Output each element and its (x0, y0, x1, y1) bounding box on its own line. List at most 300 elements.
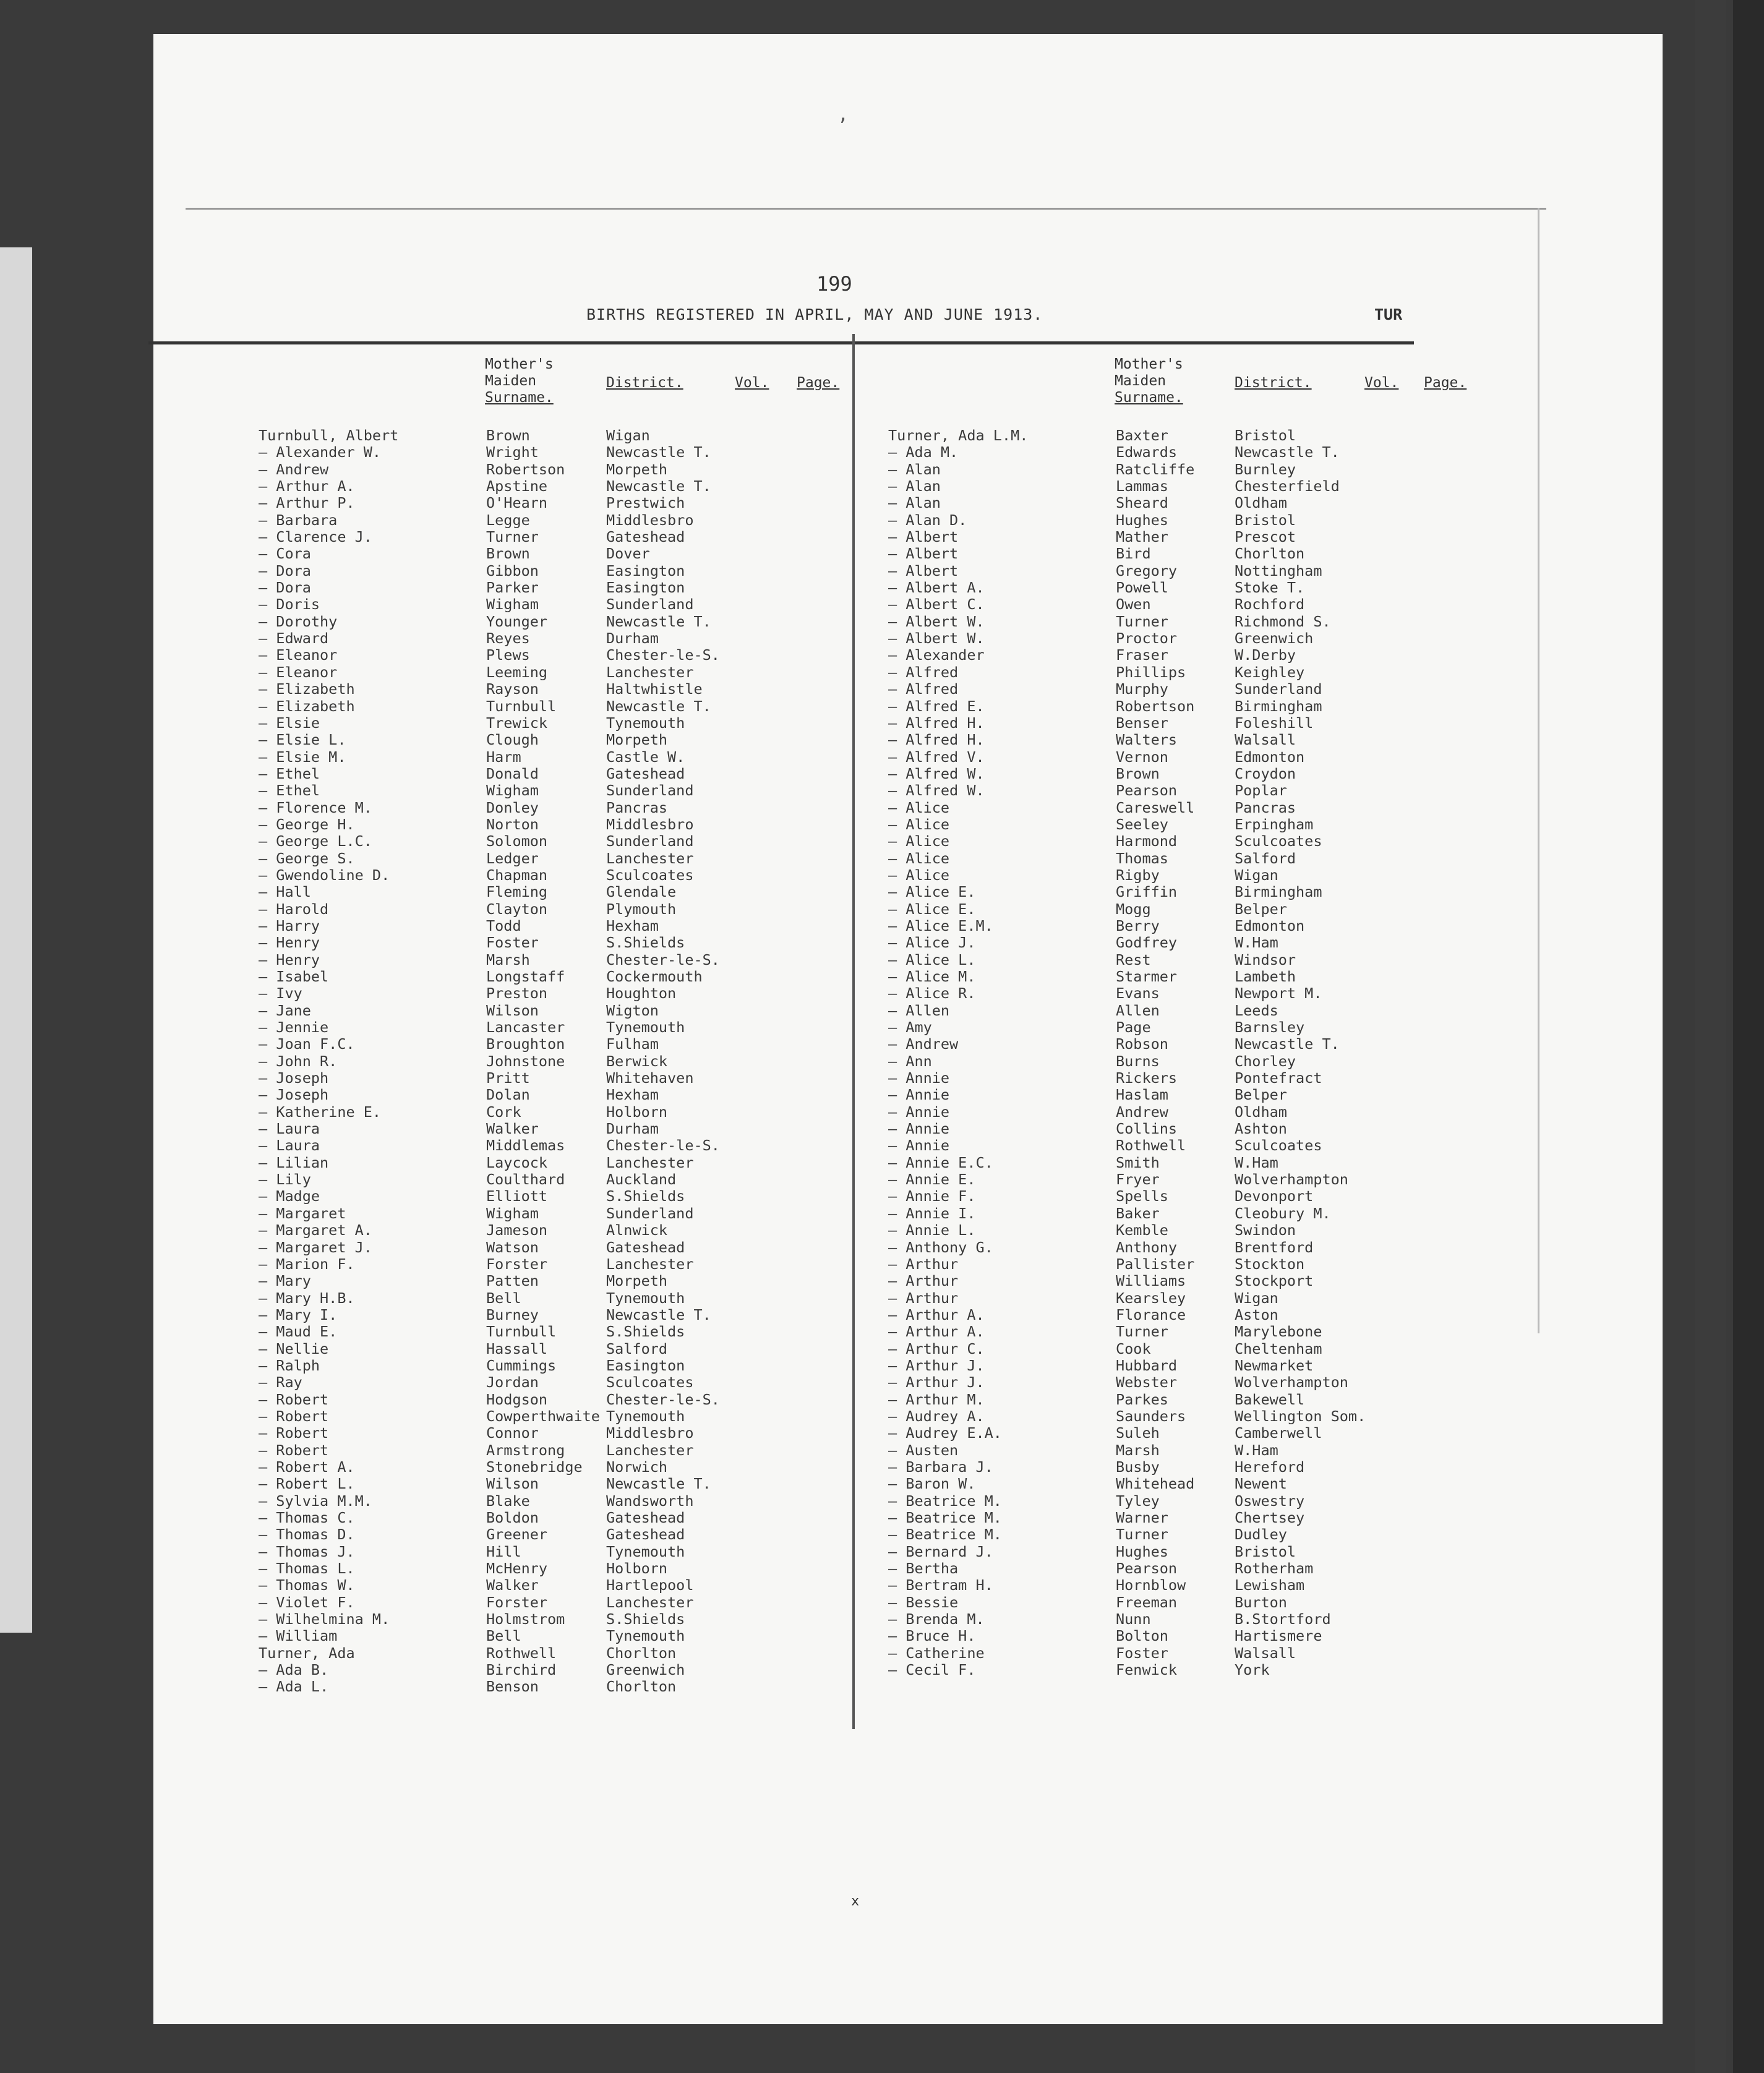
entry-maiden-surname: Berry (1116, 917, 1160, 934)
entry-name: — Mary (259, 1272, 311, 1290)
entry-name: — Jennie (259, 1019, 329, 1036)
entry-district: Sunderland (606, 1204, 694, 1222)
entry-name: — Alice (888, 832, 950, 850)
entry-name: — Austen (888, 1441, 959, 1459)
entry-name: — Ada M. (888, 443, 959, 461)
entry-maiden-surname: Foster (1116, 1644, 1168, 1662)
entry-maiden-surname: Stonebridge (486, 1458, 583, 1476)
entry-name: — John R. (259, 1052, 338, 1070)
entry-maiden-surname: Fryer (1116, 1171, 1160, 1189)
entry-name: — Madge (259, 1187, 320, 1205)
entry-district: Berwick (606, 1052, 668, 1070)
entry-district: Chorlton (606, 1678, 677, 1696)
entry-district: Rotherham (1235, 1560, 1314, 1578)
entry-district: Pancras (606, 798, 668, 816)
entry-name: — Henry (259, 951, 320, 968)
entry-name: — Arthur J. (888, 1374, 985, 1391)
entry-maiden-surname: Laycock (486, 1153, 548, 1171)
entry-maiden-surname: Plews (486, 646, 530, 664)
entry-name: — Alice (888, 866, 950, 884)
scan-left-edge (0, 247, 32, 1633)
entry-maiden-surname: Hubbard (1116, 1356, 1178, 1374)
entry-maiden-surname: Harmond (1116, 832, 1178, 850)
entry-maiden-surname: Turner (1116, 1526, 1168, 1544)
entry-name: — Alfred (888, 663, 959, 681)
entry-name: — Albert W. (888, 630, 985, 648)
entry-maiden-surname: Burney (486, 1306, 539, 1323)
entry-name: — Wilhelmina M. (259, 1610, 390, 1628)
entry-name: — Beatrice M. (888, 1492, 1002, 1510)
entry-district: Norwich (606, 1458, 668, 1476)
entry-district: Hartismere (1235, 1627, 1322, 1645)
entry-district: Prescot (1235, 528, 1296, 546)
entry-district: Cockermouth (606, 968, 703, 985)
entry-name: — Harry (259, 917, 320, 934)
entry-maiden-surname: Starmer (1116, 968, 1178, 985)
entry-name: — Albert (888, 562, 959, 579)
entry-maiden-surname: Bell (486, 1289, 521, 1307)
entry-maiden-surname: Pearson (1116, 782, 1178, 800)
entry-district: S.Shields (606, 1187, 685, 1205)
entry-maiden-surname: Cowperthwaite (486, 1407, 600, 1425)
entry-maiden-surname: Griffin (1116, 883, 1178, 901)
entry-district: Chertsey (1235, 1509, 1305, 1526)
entry-district: Newent (1235, 1475, 1287, 1493)
entry-district: Chorlton (606, 1644, 677, 1662)
entry-name: — Ada L. (259, 1678, 329, 1696)
entry-name: — Audrey E.A. (888, 1424, 1002, 1442)
entry-maiden-surname: Brown (486, 427, 530, 444)
entry-name: — Albert (888, 545, 959, 563)
entry-maiden-surname: Evans (1116, 985, 1160, 1002)
entry-name: — Alfred W. (888, 782, 985, 800)
entry-district: Stockport (1235, 1272, 1314, 1290)
entry-maiden-surname: Middlemas (486, 1137, 565, 1155)
entry-maiden-surname: Rickers (1116, 1069, 1178, 1087)
entry-maiden-surname: Cork (486, 1103, 521, 1121)
entry-maiden-surname: Brown (1116, 764, 1160, 782)
entry-name: — Albert (888, 528, 959, 546)
entry-name: — Alice (888, 815, 950, 833)
entry-name: — Violet F. (259, 1593, 355, 1611)
entry-district: Devonport (1235, 1187, 1314, 1205)
entry-name: — Andrew (259, 460, 329, 478)
entry-district: Ashton (1235, 1120, 1287, 1138)
entry-maiden-surname: Dolan (486, 1086, 530, 1104)
entry-maiden-surname: Elliott (486, 1187, 548, 1205)
page-header-left: Page. (797, 375, 840, 391)
entry-district: Newcastle T. (606, 612, 711, 630)
entry-name: — Hall (259, 883, 311, 901)
entry-maiden-surname: Hassall (486, 1340, 548, 1357)
entry-district: Wigan (1235, 1289, 1278, 1307)
entry-name: — Elizabeth (259, 697, 355, 715)
entry-name: — Bertha (888, 1560, 959, 1578)
entry-name: — Alice J. (888, 934, 976, 952)
entry-maiden-surname: Armstrong (486, 1441, 565, 1459)
entry-maiden-surname: Wigham (486, 782, 539, 800)
entry-maiden-surname: Turner (1116, 612, 1168, 630)
entry-name: — Ann (888, 1052, 932, 1070)
entry-maiden-surname: Harm (486, 748, 521, 766)
entry-district: Tynemouth (606, 1019, 685, 1036)
entry-district: Wolverhampton (1235, 1374, 1348, 1391)
entry-name: — Alexander (888, 646, 985, 664)
entry-name: — Thomas W. (259, 1576, 355, 1594)
header-line: Mother's (485, 356, 554, 372)
entry-maiden-surname: Rothwell (1116, 1137, 1186, 1155)
entry-district: Newcastle T. (1235, 443, 1340, 461)
entry-district: Whitehaven (606, 1069, 694, 1087)
entry-district: Sculcoates (606, 1374, 694, 1391)
entry-maiden-surname: Trewick (486, 714, 548, 732)
entry-district: Bristol (1235, 427, 1296, 444)
header-line: Surname. (1115, 390, 1183, 406)
entry-maiden-surname: Legge (486, 511, 530, 529)
surname-range-code: TUR (1374, 306, 1403, 323)
entry-name: — Beatrice M. (888, 1509, 1002, 1526)
page-header-right: Page. (1424, 375, 1467, 391)
entry-maiden-surname: Longstaff (486, 968, 565, 985)
entry-name: — Doris (259, 596, 320, 613)
entry-district: Tynemouth (606, 714, 685, 732)
column-divider (852, 334, 855, 1729)
entry-maiden-surname: Baxter (1116, 427, 1168, 444)
entry-district: Haltwhistle (606, 680, 703, 698)
maiden-header-left (485, 356, 554, 406)
entry-district: Salford (606, 1340, 668, 1357)
entry-name: — Harold (259, 900, 329, 918)
entry-name: — Alan (888, 460, 941, 478)
entry-district: Gateshead (606, 1526, 685, 1544)
entry-maiden-surname: Parkes (1116, 1390, 1168, 1408)
entry-maiden-surname: Walker (486, 1576, 539, 1594)
entry-name: — Arthur M. (888, 1390, 985, 1408)
entry-district: Foleshill (1235, 714, 1314, 732)
entry-name: — Robert (259, 1441, 329, 1459)
entry-name: — Katherine E. (259, 1103, 382, 1121)
entry-name: — Annie F. (888, 1187, 976, 1205)
entry-name: — Alice (888, 798, 950, 816)
entry-name: — George H. (259, 815, 355, 833)
entry-name: — Dora (259, 562, 311, 579)
entry-district: Holborn (606, 1103, 668, 1121)
entry-maiden-surname: Turner (1116, 1323, 1168, 1341)
entry-maiden-surname: Williams (1116, 1272, 1186, 1290)
entry-district: W.Ham (1235, 1441, 1278, 1459)
entry-district: Wellington Som. (1235, 1407, 1366, 1425)
entry-name: — Arthur (888, 1255, 959, 1273)
entry-maiden-surname: Turnbull (486, 697, 557, 715)
entry-district: Durham (606, 1120, 659, 1138)
entry-district: Birmingham (1235, 883, 1322, 901)
entry-name: — Joan F.C. (259, 1035, 355, 1053)
entry-district: Tynemouth (606, 1407, 685, 1425)
entry-district: Rochford (1235, 596, 1305, 613)
entry-district: Dover (606, 545, 650, 563)
entry-name: — Albert C. (888, 596, 985, 613)
entry-name: — Elsie M. (259, 748, 346, 766)
entry-name: — Robert (259, 1390, 329, 1408)
entry-district: Chester-le-S. (606, 646, 720, 664)
entry-maiden-surname: Mather (1116, 528, 1168, 546)
entry-maiden-surname: Connor (486, 1424, 539, 1442)
entry-district: Lanchester (606, 1255, 694, 1273)
entry-maiden-surname: Ratcliffe (1116, 460, 1195, 478)
entry-name: — Ethel (259, 782, 320, 800)
entry-district: S.Shields (606, 1610, 685, 1628)
entry-maiden-surname: Powell (1116, 579, 1168, 597)
entry-name: — Ralph (259, 1356, 320, 1374)
entry-district: Burnley (1235, 460, 1296, 478)
entry-district: Wolverhampton (1235, 1171, 1348, 1189)
entry-district: Chorlton (1235, 545, 1305, 563)
entry-district: Lambeth (1235, 968, 1296, 985)
entry-maiden-surname: Walters (1116, 731, 1178, 749)
entry-district: Bristol (1235, 511, 1296, 529)
entry-name: — Mary H.B. (259, 1289, 355, 1307)
entry-name: — Albert W. (888, 612, 985, 630)
entry-district: Camberwell (1235, 1424, 1322, 1442)
entry-name: — Ethel (259, 764, 320, 782)
entry-name: — Ada B. (259, 1661, 329, 1679)
entry-district: Holborn (606, 1560, 668, 1578)
entry-maiden-surname: Jordan (486, 1374, 539, 1391)
entry-district: Gateshead (606, 1238, 685, 1256)
entry-name: — Catherine (888, 1644, 985, 1662)
entry-district: Marylebone (1235, 1323, 1322, 1341)
entry-maiden-surname: Patten (486, 1272, 539, 1290)
entry-name: — Arthur A. (259, 477, 355, 495)
entry-maiden-surname: Baker (1116, 1204, 1160, 1222)
entry-maiden-surname: Proctor (1116, 630, 1178, 648)
entry-maiden-surname: Phillips (1116, 663, 1186, 681)
entry-name: — Alice (888, 849, 950, 867)
entry-district: Alnwick (606, 1221, 668, 1239)
entry-name: — Robert (259, 1407, 329, 1425)
entry-name: — Alfred H. (888, 731, 985, 749)
entry-maiden-surname: Lancaster (486, 1019, 565, 1036)
entry-name: — Bernard J. (888, 1542, 993, 1560)
entry-maiden-surname: Kemble (1116, 1221, 1168, 1239)
entry-maiden-surname: Donley (486, 798, 539, 816)
maiden-header-right (1115, 356, 1183, 406)
entry-district: Fulham (606, 1035, 659, 1053)
entry-maiden-surname: Leeming (486, 663, 548, 681)
entry-name: — Henry (259, 934, 320, 952)
entry-name: — Margaret (259, 1204, 346, 1222)
entry-name: — Thomas D. (259, 1526, 355, 1544)
entry-name: — Arthur (888, 1289, 959, 1307)
entry-district: W.Ham (1235, 934, 1278, 952)
entry-district: Lanchester (606, 663, 694, 681)
entry-name: — Arthur (888, 1272, 959, 1290)
entry-name: — Alfred V. (888, 748, 985, 766)
entry-district: Keighley (1235, 663, 1305, 681)
entry-district: Richmond S. (1235, 612, 1331, 630)
entry-district: Chesterfield (1235, 477, 1340, 495)
entry-maiden-surname: Edwards (1116, 443, 1178, 461)
entry-district: Middlesbro (606, 1424, 694, 1442)
entry-maiden-surname: McHenry (486, 1560, 548, 1578)
entry-name: — Joseph (259, 1086, 329, 1104)
entry-name: — Nellie (259, 1340, 329, 1357)
entry-maiden-surname: Fenwick (1116, 1661, 1178, 1679)
entry-district: Poplar (1235, 782, 1287, 800)
entry-name: — Bessie (888, 1593, 959, 1611)
entry-district: Sculcoates (1235, 1137, 1322, 1155)
entry-maiden-surname: Rothwell (486, 1644, 557, 1662)
entry-maiden-surname: Walker (486, 1120, 539, 1138)
entry-district: Easington (606, 562, 685, 579)
entry-name: — Alice E.M. (888, 917, 993, 934)
entry-maiden-surname: Bell (486, 1627, 521, 1645)
entry-name: — Lily (259, 1171, 311, 1189)
entry-district: Oswestry (1235, 1492, 1305, 1510)
entry-maiden-surname: Clough (486, 731, 539, 749)
entry-name: — Albert A. (888, 579, 985, 597)
entry-maiden-surname: Forster (486, 1593, 548, 1611)
entry-district: Lanchester (606, 1441, 694, 1459)
entry-district: S.Shields (606, 1323, 685, 1341)
entry-maiden-surname: Donald (486, 764, 539, 782)
entry-maiden-surname: Page (1116, 1019, 1151, 1036)
entry-district: Bristol (1235, 1542, 1296, 1560)
entry-maiden-surname: Cook (1116, 1340, 1151, 1357)
entry-name: — Gwendoline D. (259, 866, 390, 884)
entry-maiden-surname: Todd (486, 917, 521, 934)
entry-maiden-surname: Burns (1116, 1052, 1160, 1070)
entry-maiden-surname: Busby (1116, 1458, 1160, 1476)
entry-name: — Barbara (259, 511, 338, 529)
vol-header-right: Vol. (1364, 375, 1399, 391)
entry-district: Wigton (606, 1001, 659, 1019)
vol-header-left: Vol. (735, 375, 769, 391)
entry-name: — Andrew (888, 1035, 959, 1053)
entry-name: — Arthur A. (888, 1306, 985, 1323)
entry-name: — Brenda M. (888, 1610, 985, 1628)
entry-district: Croydon (1235, 764, 1296, 782)
entry-district: Newcastle T. (1235, 1035, 1340, 1053)
entry-name: — Margaret J. (259, 1238, 372, 1256)
entry-maiden-surname: Hughes (1116, 511, 1168, 529)
entry-district: Brentford (1235, 1238, 1314, 1256)
entry-maiden-surname: Gibbon (486, 562, 539, 579)
entry-district: Newcastle T. (606, 1306, 711, 1323)
entry-district: Chester-le-S. (606, 951, 720, 968)
entry-district: Lanchester (606, 849, 694, 867)
entry-district: W.Derby (1235, 646, 1296, 664)
entry-district: Salford (1235, 849, 1296, 867)
entry-district: Bakewell (1235, 1390, 1305, 1408)
entry-district: Windsor (1235, 951, 1296, 968)
entry-name: — Mary I. (259, 1306, 338, 1323)
entry-maiden-surname: Smith (1116, 1153, 1160, 1171)
entry-district: Greenwich (606, 1661, 685, 1679)
entry-name: — Robert L. (259, 1475, 355, 1493)
entry-district: Pancras (1235, 798, 1296, 816)
entry-district: Burton (1235, 1593, 1287, 1611)
entry-maiden-surname: Wigham (486, 596, 539, 613)
entry-name: — Alan (888, 494, 941, 512)
entry-maiden-surname: Johnstone (486, 1052, 565, 1070)
entry-maiden-surname: Broughton (486, 1035, 565, 1053)
entry-district: Durham (606, 630, 659, 648)
entry-name: — Eleanor (259, 646, 338, 664)
entry-maiden-surname: Ledger (486, 849, 539, 867)
entry-name: — William (259, 1627, 338, 1645)
entry-district: Belper (1235, 1086, 1287, 1104)
entry-maiden-surname: Jameson (486, 1221, 548, 1239)
entry-district: Hexham (606, 917, 659, 934)
entry-district: Sunderland (606, 596, 694, 613)
entry-name: Turner, Ada (259, 1644, 355, 1662)
scan-right-edge (1695, 0, 1726, 2073)
entry-name: — Clarence J. (259, 528, 372, 546)
entry-maiden-surname: Coulthard (486, 1171, 565, 1189)
entry-maiden-surname: Boldon (486, 1509, 539, 1526)
entry-district: Tynemouth (606, 1542, 685, 1560)
entry-district: Castle W. (606, 748, 685, 766)
entry-maiden-surname: Robertson (1116, 697, 1195, 715)
entry-maiden-surname: Turner (486, 528, 539, 546)
entry-district: Tynemouth (606, 1289, 685, 1307)
district-header-left: District. (606, 375, 683, 391)
entry-maiden-surname: Wright (486, 443, 539, 461)
entry-district: B.Stortford (1235, 1610, 1331, 1628)
entry-name: — Beatrice M. (888, 1526, 1002, 1544)
entry-district: Birmingham (1235, 697, 1322, 715)
entry-maiden-surname: Marsh (486, 951, 530, 968)
entry-district: Sunderland (1235, 680, 1322, 698)
entry-district: Sunderland (606, 782, 694, 800)
entry-maiden-surname: Allen (1116, 1001, 1160, 1019)
entry-name: — Dora (259, 579, 311, 597)
entry-district: Lanchester (606, 1593, 694, 1611)
entry-maiden-surname: Pallister (1116, 1255, 1195, 1273)
entry-name: — Alice E. (888, 883, 976, 901)
entry-district: Easington (606, 1356, 685, 1374)
entry-district: Gateshead (606, 1509, 685, 1526)
entry-maiden-surname: Brown (486, 545, 530, 563)
entry-name: — Anthony G. (888, 1238, 993, 1256)
entry-district: Morpeth (606, 731, 668, 749)
header-line: Surname. (485, 390, 554, 406)
header-line: Maiden (1115, 373, 1167, 389)
entry-maiden-surname: Bird (1116, 545, 1151, 563)
entry-name: — Eleanor (259, 663, 338, 681)
entry-maiden-surname: Careswell (1116, 798, 1195, 816)
entry-name: — Ivy (259, 985, 302, 1002)
entry-name: — Maud E. (259, 1323, 338, 1341)
entry-maiden-surname: Rayson (486, 680, 539, 698)
entry-maiden-surname: Wilson (486, 1475, 539, 1493)
entry-name: — Cecil F. (888, 1661, 976, 1679)
entry-name: — Arthur C. (888, 1340, 985, 1357)
entry-maiden-surname: Forster (486, 1255, 548, 1273)
entry-name: — Robert A. (259, 1458, 355, 1476)
entry-district: Cheltenham (1235, 1340, 1322, 1357)
entry-district: Auckland (606, 1171, 677, 1189)
entry-district: Wigan (606, 427, 650, 444)
entry-district: S.Shields (606, 934, 685, 952)
entry-district: Newcastle T. (606, 1475, 711, 1493)
entry-maiden-surname: Collins (1116, 1120, 1178, 1138)
entry-maiden-surname: Chapman (486, 866, 548, 884)
entry-name: — Alfred H. (888, 714, 985, 732)
footer-mark: x (851, 1894, 860, 1909)
entry-maiden-surname: Hodgson (486, 1390, 548, 1408)
